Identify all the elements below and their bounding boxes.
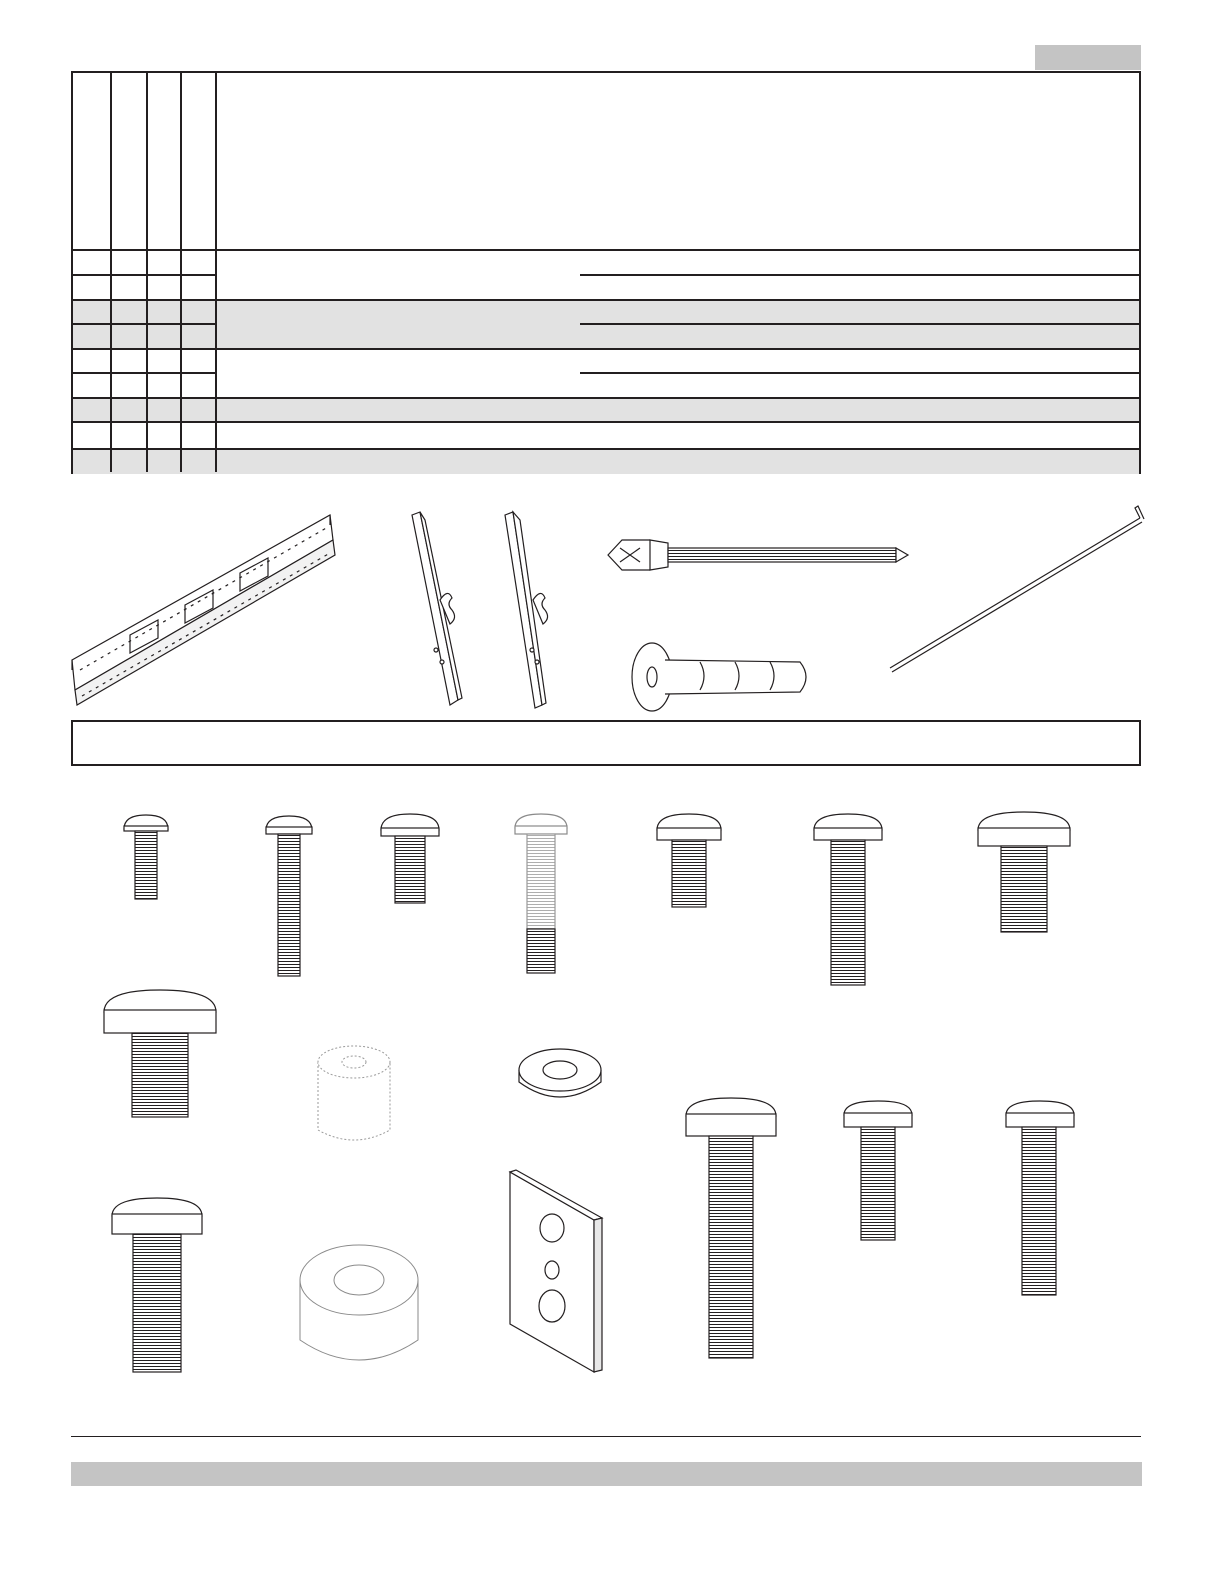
screw-icon (381, 814, 439, 903)
spacer-icon (318, 1046, 390, 1140)
screw-icon (266, 816, 312, 976)
screw-icon (104, 990, 216, 1117)
screw-icon (686, 1098, 776, 1358)
spacer-icon (300, 1245, 418, 1360)
screw-icon (1006, 1101, 1074, 1295)
screw-icon (657, 814, 721, 907)
screw-icon (978, 812, 1070, 932)
screw-icon (814, 814, 882, 985)
footer-rule (71, 1436, 1141, 1437)
screw-icon (112, 1198, 202, 1372)
screw-icon (515, 814, 567, 973)
screw-icon (124, 815, 168, 899)
spacer-plate-icon (510, 1170, 602, 1372)
lag-bolt-icon (608, 540, 908, 570)
note-box (71, 720, 1141, 766)
wall-anchor-icon (632, 643, 806, 711)
mounting-bracket-right-icon (505, 512, 548, 708)
wall-plate-icon (72, 515, 335, 705)
footer-bar (71, 1462, 1142, 1486)
screw-icon (844, 1101, 912, 1240)
washer-icon (519, 1049, 601, 1097)
mounting-bracket-left-icon (412, 512, 462, 705)
hex-key-icon (890, 506, 1144, 672)
